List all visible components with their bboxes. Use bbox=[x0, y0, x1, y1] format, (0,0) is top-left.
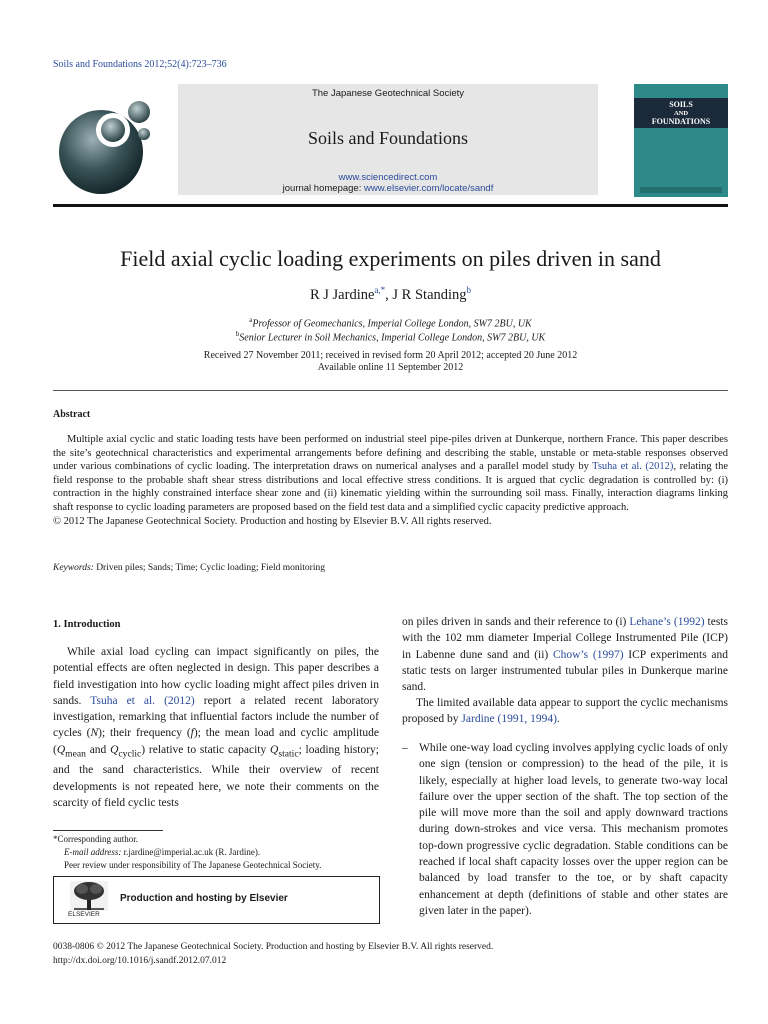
affiliation-b-text: Senior Lecturer in Soil Mechanics, Imperial College London, SW7 2BU, UK bbox=[239, 332, 546, 344]
keywords-label: Keywords: bbox=[53, 563, 94, 573]
elsevier-hosting-box bbox=[53, 876, 380, 924]
author-separator: , bbox=[385, 286, 393, 303]
society-logo-globe-icon bbox=[53, 90, 163, 200]
article-title: Field axial cyclic loading experiments on piles driven in sand bbox=[120, 246, 661, 271]
cover-title-line1: SOILS bbox=[669, 100, 693, 109]
ref-tsuha-2012[interactable]: Tsuha et al. (2012) bbox=[90, 694, 195, 707]
author-standing-marker[interactable]: b bbox=[466, 285, 472, 295]
journal-cover-image bbox=[634, 84, 728, 197]
footnote-peer-review: Peer review under responsibility of The Japanese Geotechnical Society. bbox=[64, 860, 322, 870]
abstract-copyright: © 2012 The Japanese Geotechnical Society. Production and hosting by Elsevier B.V. All rights reserved. bbox=[53, 515, 492, 527]
author-standing: J R Standing bbox=[392, 286, 467, 303]
symbol-q-static: Q bbox=[270, 743, 279, 756]
cover-footer-strip bbox=[640, 187, 722, 193]
cover-title-line2: AND bbox=[673, 110, 689, 117]
author-list bbox=[53, 285, 728, 304]
symbol-q-static-sub: static bbox=[278, 748, 299, 760]
symbol-q-cyclic: Q bbox=[110, 743, 119, 756]
footnote-corresponding: *Corresponding author. bbox=[53, 834, 138, 844]
online-date: Available online 11 September 2012 bbox=[317, 362, 464, 373]
intro-text: ; loading history; and the sand characteristics. While their overview of recent developments is not repeated here, we note their comments on the scarcity of field cyclic tests bbox=[53, 743, 379, 809]
intro-text: tests with the 102 mm diameter Imperial College Instrumented Pile (ICP) in Labenne dune sand and (ii) bbox=[402, 616, 728, 661]
ref-jardine-1991-1994[interactable]: Jardine (1991, 1994) bbox=[461, 713, 557, 726]
affiliation-a-mark: a bbox=[249, 316, 253, 324]
received-dates: Received 27 November 2011; received in revised form 20 April 2012; accepted 20 June 2012 bbox=[203, 350, 578, 361]
email-label: E-mail address: bbox=[64, 847, 122, 857]
intro-text: While axial load cycling can impact significantly on piles, the potential effects are often neglected in design. This paper describes a field investigation into how cyclic loading might affect piles driven in sands. bbox=[53, 646, 379, 707]
affiliation-a-text: Professor of Geomechanics, Imperial College London, SW7 2BU, UK bbox=[252, 318, 532, 330]
homepage-label: journal homepage: bbox=[282, 183, 364, 194]
elsevier-wordmark: ELSEVIER bbox=[68, 911, 100, 918]
affiliation-b bbox=[53, 330, 728, 343]
abstract-ref-tsuha[interactable]: Tsuha et al. (2012) bbox=[592, 461, 674, 473]
keywords bbox=[53, 563, 325, 573]
bullet-dash: – bbox=[402, 742, 408, 754]
intro-text: and bbox=[85, 743, 111, 756]
bullet-text: While one-way load cycling involves applying cyclic loads of only one sign (tension or compression) to the head of the pile, it is likely, especially at higher load levels, to generate two-way local failure over the upper section of the shaft. The top section of the pile will move more than the soil and apply downward tractions during down-strokes and vice versa. This mechanism promotes top-down progressive cyclic degradation. Stable conditions can be reached if local shaft capacity losses over the upper region can be balanced by load transfer to the toe, or by shaft capacity enhancement at depth (definitions of stable and other states are given later in the paper). bbox=[419, 742, 728, 917]
sciencedirect-link[interactable]: www.sciencedirect.com bbox=[338, 172, 438, 183]
footnote-rule bbox=[53, 830, 163, 831]
intro-column-2-paragraph-2 bbox=[402, 695, 728, 728]
journal-name: Soils and Foundations bbox=[307, 128, 468, 148]
symbol-f: f bbox=[190, 727, 194, 740]
doi-link[interactable]: http://dx.doi.org/10.1016/j.sandf.2012.07.012 bbox=[53, 956, 227, 966]
journal-masthead bbox=[178, 84, 598, 195]
bullet-item bbox=[402, 740, 728, 919]
society-name: The Japanese Geotechnical Society bbox=[311, 88, 465, 99]
symbol-n: N bbox=[90, 727, 99, 740]
footnote-email bbox=[64, 847, 394, 857]
email-address[interactable]: r.jardine@imperial.ac.uk (R. Jardine). bbox=[121, 847, 261, 857]
page-copyright: 0038-0806 © 2012 The Japanese Geotechnical Society. Production and hosting by Elsevier B.V. All rights reserved. bbox=[53, 942, 494, 952]
intro-text: ); their frequency ( bbox=[98, 727, 191, 740]
author-jardine-marker[interactable]: a,* bbox=[374, 285, 386, 295]
intro-column-2-paragraph-1 bbox=[402, 614, 728, 695]
cover-title-line3: FOUNDATIONS bbox=[651, 117, 711, 126]
ref-chow-1997[interactable]: Chow’s (1997) bbox=[553, 648, 624, 661]
section-heading-introduction: 1. Introduction bbox=[53, 619, 121, 630]
symbol-q-mean-sub: mean bbox=[65, 748, 86, 760]
intro-text: on piles driven in sands and their reference to (i) bbox=[402, 616, 630, 628]
journal-homepage bbox=[178, 183, 598, 194]
intro-text: ICP experiments and static tests on larger instrumented tubular piles in Dunkerque marine sand. bbox=[402, 648, 729, 694]
intro-text: The limited available data appear to support the cyclic mechanisms proposed by bbox=[402, 697, 728, 726]
symbol-q-mean: Q bbox=[56, 743, 66, 756]
intro-text: ) relative to static capacity bbox=[141, 743, 271, 756]
abstract-rule bbox=[53, 390, 728, 391]
hosting-statement: Production and hosting by Elsevier bbox=[120, 893, 288, 904]
keywords-list: Driven piles; Sands; Time; Cyclic loading; Field monitoring bbox=[93, 563, 325, 573]
abstract-part2: , relating the field response to the probable shaft shear stress distributions and local effective stress conditions. It is argued that cyclic degradation is controlled by: (i) contraction in the highly constrained interface shear zone and (ii) kinematic yielding within the surrounding soil mass. Finally, interaction diagrams linking shaft response to cyclic loading parameters are proposed based on the field test data and a simplified cyclic capacity predictive approach. bbox=[53, 461, 729, 513]
affiliation-a bbox=[53, 316, 728, 329]
affiliation-b-mark: b bbox=[235, 330, 240, 338]
symbol-q-cyclic-sub: cyclic bbox=[118, 748, 142, 760]
homepage-link[interactable]: www.elsevier.com/locate/sandf bbox=[363, 183, 494, 194]
intro-text: . bbox=[556, 713, 560, 726]
author-jardine: R J Jardine bbox=[309, 286, 375, 303]
abstract-part1: Multiple axial cyclic and static loading tests have been performed on industrial steel pipe-piles driven at Dunkerque, northern France. This paper describes the site’s geotechnical characteristics and experimental arrangements before defining and describing the stable, unstable or meta-stable responses observed under various combinations of cyclic loading. The interpretation draws on numerical analyses and a parallel model study by bbox=[53, 434, 728, 473]
journal-citation[interactable]: Soils and Foundations 2012;52(4):723–736 bbox=[53, 59, 227, 70]
abstract-text bbox=[53, 433, 728, 528]
intro-column-1 bbox=[53, 644, 379, 811]
intro-text: report a related recent laboratory investigation, remarking that influential factors include the number of cycles ( bbox=[53, 694, 379, 740]
ref-lehane-1992[interactable]: Lehane’s (1992) bbox=[629, 616, 705, 628]
intro-text: ); the mean load and cyclic amplitude ( bbox=[53, 727, 379, 756]
header-rule bbox=[53, 204, 728, 207]
elsevier-tree-logo-icon bbox=[70, 881, 108, 911]
abstract-heading: Abstract bbox=[53, 409, 91, 420]
